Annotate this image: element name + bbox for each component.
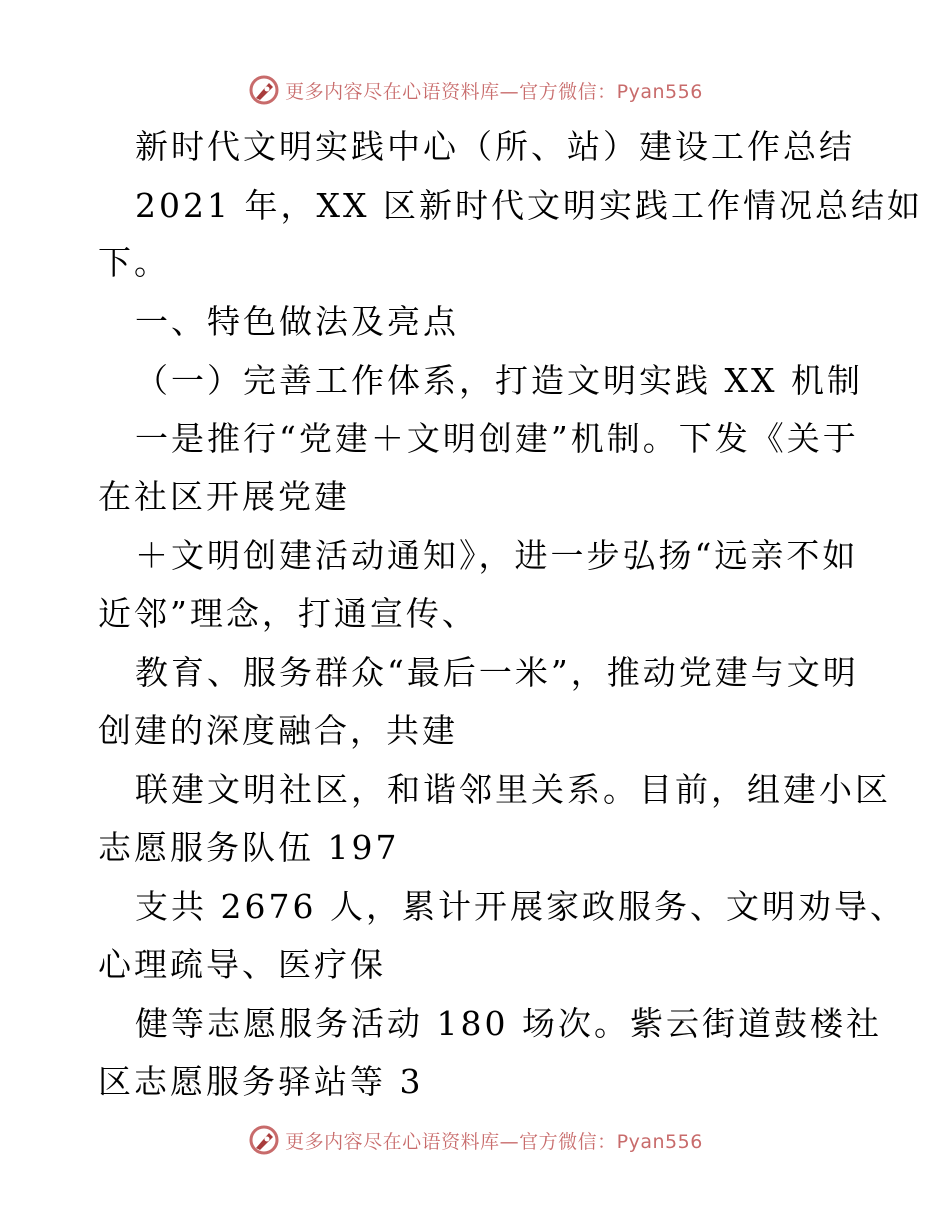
watermark-library-name: 更多内容尽在心语资料库 bbox=[285, 80, 500, 103]
paragraph-line: 健等志愿服务活动 180 场次。紫云街道鼓楼社 bbox=[135, 1004, 882, 1043]
paragraph-line: ＋文明创建活动通知》，进一步弘扬“远亲不如 bbox=[135, 536, 859, 575]
paragraph-line: 2021 年，XX 区新时代文明实践工作情况总结如 bbox=[135, 186, 923, 225]
paragraph-line: 志愿服务队伍 197 bbox=[98, 828, 400, 867]
paragraph-line: 心理疏导、医疗保 bbox=[98, 945, 386, 984]
watermark-text bbox=[285, 1127, 703, 1154]
watermark-separator: — bbox=[499, 1130, 520, 1153]
paragraph-line: 在社区开展党建 bbox=[98, 477, 350, 516]
header-watermark bbox=[0, 70, 950, 110]
paragraph-line: 联建文明社区，和谐邻里关系。目前，组建小区 bbox=[135, 770, 891, 809]
footer-watermark bbox=[0, 1120, 950, 1160]
paragraph-line: 教育、服务群众“最后一米”，推动党建与文明 bbox=[135, 653, 859, 692]
subsection-heading: （一）完善工作体系，打造文明实践 XX 机制 bbox=[135, 361, 863, 400]
paragraph-line: 支共 2676 人，累计开展家政服务、文明劝导、 bbox=[135, 887, 906, 926]
paragraph-line: 下。 bbox=[98, 243, 170, 282]
section-heading: 一、特色做法及亮点 bbox=[135, 302, 459, 341]
pen-logo-icon bbox=[247, 73, 281, 107]
watermark-contact: 官方微信：Pyan556 bbox=[519, 80, 703, 103]
paragraph-line: 创建的深度融合，共建 bbox=[98, 711, 458, 750]
pen-logo-icon bbox=[247, 1123, 281, 1157]
document-title: 新时代文明实践中心（所、站）建设工作总结 bbox=[135, 127, 855, 166]
paragraph-line: 一是推行“党建＋文明创建”机制。下发《关于 bbox=[135, 419, 859, 458]
watermark-text bbox=[285, 77, 703, 104]
watermark-library-name: 更多内容尽在心语资料库 bbox=[285, 1130, 500, 1153]
watermark-contact: 官方微信：Pyan556 bbox=[519, 1130, 703, 1153]
paragraph-line: 区志愿服务驿站等 3 bbox=[98, 1062, 424, 1101]
watermark-separator: — bbox=[499, 80, 520, 103]
paragraph-line: 近邻”理念，打通宣传、 bbox=[98, 594, 478, 633]
